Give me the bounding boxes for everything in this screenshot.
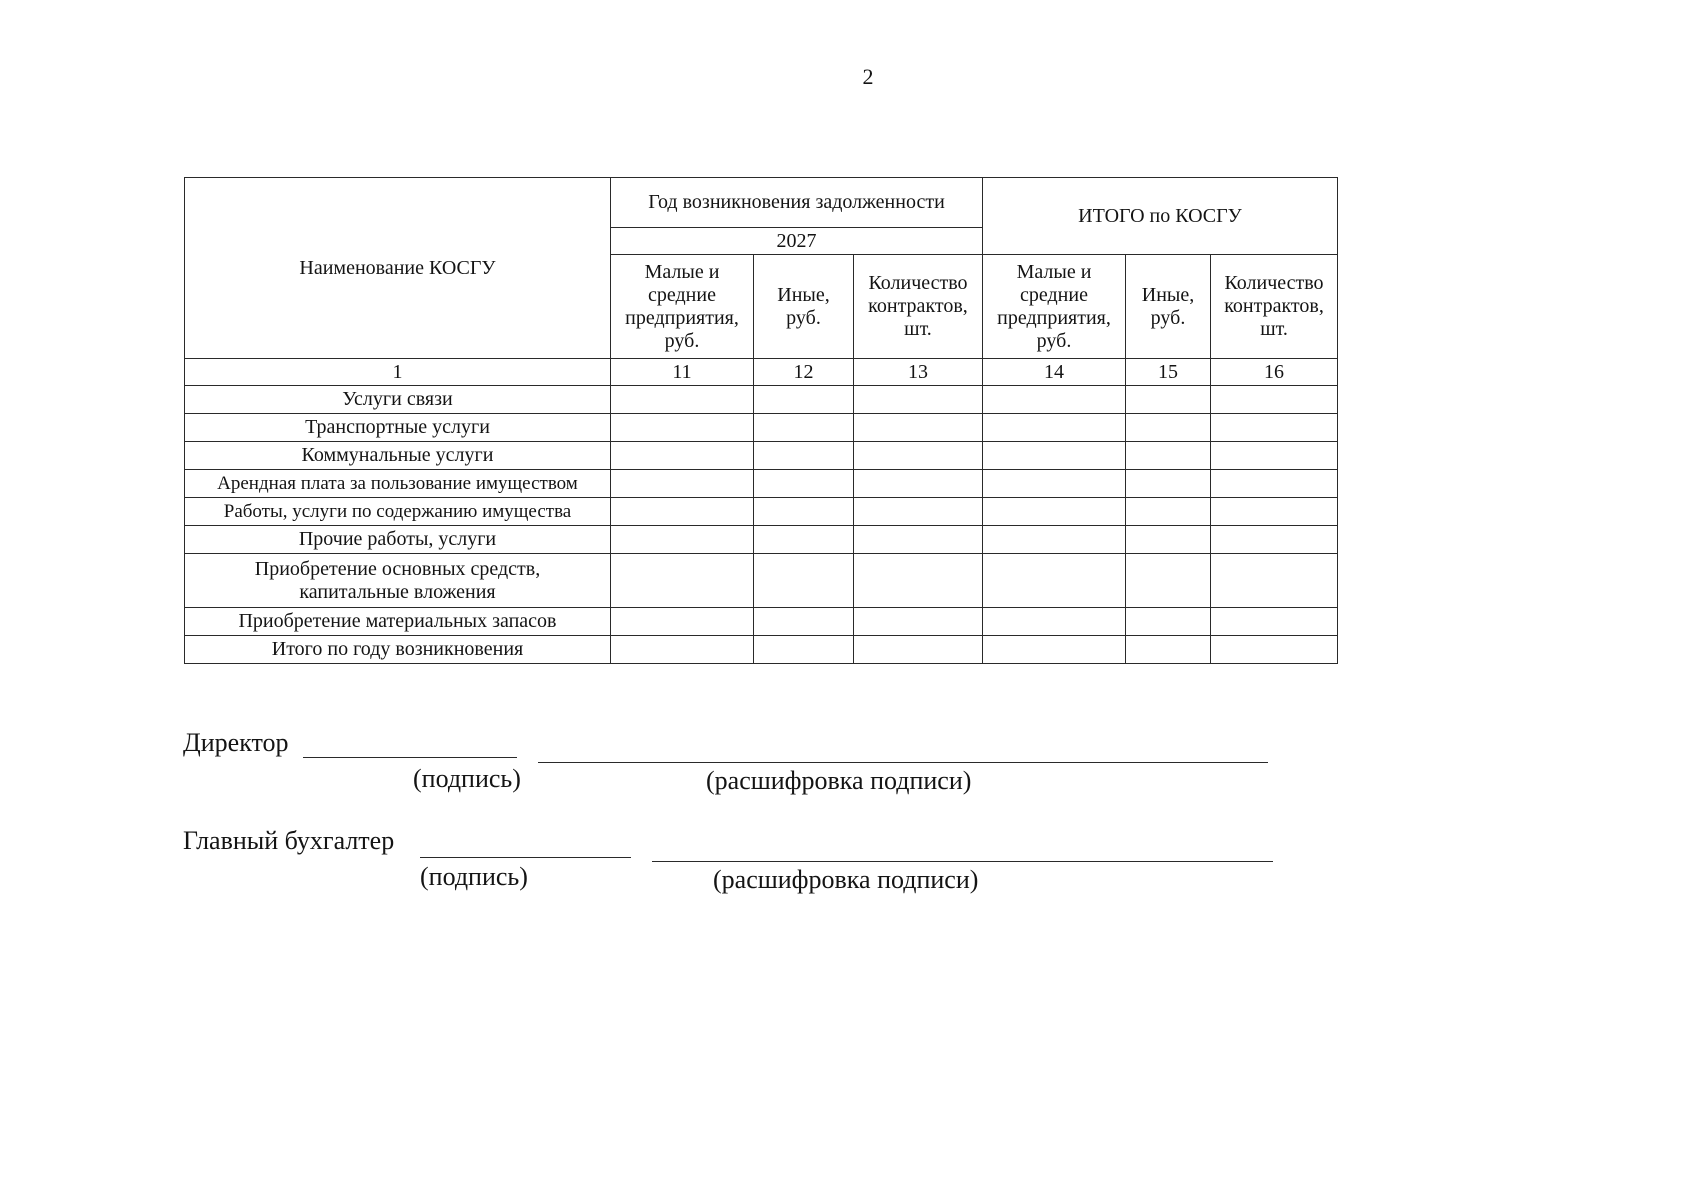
column-number: 13 [854,359,983,386]
row-label: Работы, услуги по содержанию имущества [185,498,611,526]
header-year-group: Год возникновения задолженности [611,178,983,228]
director-decoding-line [538,762,1268,763]
row-label: Итого по году возникновения [185,636,611,664]
table-cell [854,442,983,470]
table-cell [854,386,983,414]
table-cell [611,414,754,442]
header-total-small-enterprises: Малые и средние предприятия, руб. [983,255,1126,359]
table-cell [983,442,1126,470]
table-cell [1126,498,1211,526]
table-cell [611,608,754,636]
table-cell [1211,386,1338,414]
table-cell [1211,636,1338,664]
table-cell [1126,470,1211,498]
table-cell [1211,470,1338,498]
table-cell [854,526,983,554]
chief-accountant-label: Главный бухгалтер [183,826,395,855]
table-cell [754,442,854,470]
table-cell [611,636,754,664]
table-cell [983,498,1126,526]
table-cell [611,554,754,608]
header-contract-count: Количество контрактов, шт. [854,255,983,359]
table-cell [754,608,854,636]
row-label: Транспортные услуги [185,414,611,442]
column-number: 12 [754,359,854,386]
table-cell [1126,636,1211,664]
table-cell [1211,554,1338,608]
kosgu-debt-table [184,177,1338,664]
table-cell [611,386,754,414]
table-cell [1211,442,1338,470]
table-cell [1211,608,1338,636]
column-number: 16 [1211,359,1338,386]
table-cell [854,636,983,664]
table-cell [983,526,1126,554]
table-cell [1126,442,1211,470]
director-signature-line [303,757,517,758]
chief-accountant-signature-caption: (подпись) [420,862,528,891]
table-cell [983,636,1126,664]
table-cell [754,554,854,608]
table-cell [1126,608,1211,636]
table-cell [611,526,754,554]
table-cell [754,414,854,442]
row-label: Приобретение основных средств, капитальные вложения [185,554,611,608]
table-cell [1126,414,1211,442]
header-total-other: Иные, руб. [1126,255,1211,359]
header-kosgu-name: Наименование КОСГУ [185,178,611,359]
table-cell [854,608,983,636]
chief-accountant-decoding-line [652,861,1273,862]
director-label: Директор [183,728,289,757]
row-label: Прочие работы, услуги [185,526,611,554]
table-cell [611,442,754,470]
table-cell [854,554,983,608]
table-cell [754,470,854,498]
table-cell [754,498,854,526]
header-small-enterprises: Малые и средние предприятия, руб. [611,255,754,359]
director-signature-caption: (подпись) [413,764,521,793]
director-decoding-caption: (расшифровка подписи) [706,766,972,795]
header-year: 2027 [611,228,983,255]
row-label: Услуги связи [185,386,611,414]
table-cell [1211,414,1338,442]
table-cell [854,414,983,442]
table-cell [1126,386,1211,414]
table-cell [611,470,754,498]
row-label: Приобретение материальных запасов [185,608,611,636]
table-row [185,414,1338,442]
table-cell [1211,498,1338,526]
column-number: 1 [185,359,611,386]
table-row [185,526,1338,554]
table-row [185,386,1338,414]
header-total-contract-count: Количество контрактов, шт. [1211,255,1338,359]
header-other: Иные, руб. [754,255,854,359]
column-number: 11 [611,359,754,386]
table-cell [854,498,983,526]
table-cell [1211,526,1338,554]
chief-accountant-signature-line [420,857,631,858]
table-row [185,608,1338,636]
table-cell [611,498,754,526]
row-label: Арендная плата за пользование имуществом [185,470,611,498]
table-cell [754,636,854,664]
table-row [185,470,1338,498]
table-cell [754,386,854,414]
table-row [185,554,1338,608]
table-row [185,498,1338,526]
table-cell [983,470,1126,498]
column-number-row [185,359,1338,386]
table-cell [754,526,854,554]
header-total-group: ИТОГО по КОСГУ [983,178,1338,255]
column-number: 15 [1126,359,1211,386]
table-row [185,636,1338,664]
table-row [185,442,1338,470]
table-cell [983,386,1126,414]
table-cell [983,554,1126,608]
column-number: 14 [983,359,1126,386]
chief-accountant-decoding-caption: (расшифровка подписи) [713,865,979,894]
table-cell [983,414,1126,442]
table-cell [854,470,983,498]
page-number: 2 [862,64,874,89]
table-cell [983,608,1126,636]
table-cell [1126,554,1211,608]
table-cell [1126,526,1211,554]
row-label: Коммунальные услуги [185,442,611,470]
